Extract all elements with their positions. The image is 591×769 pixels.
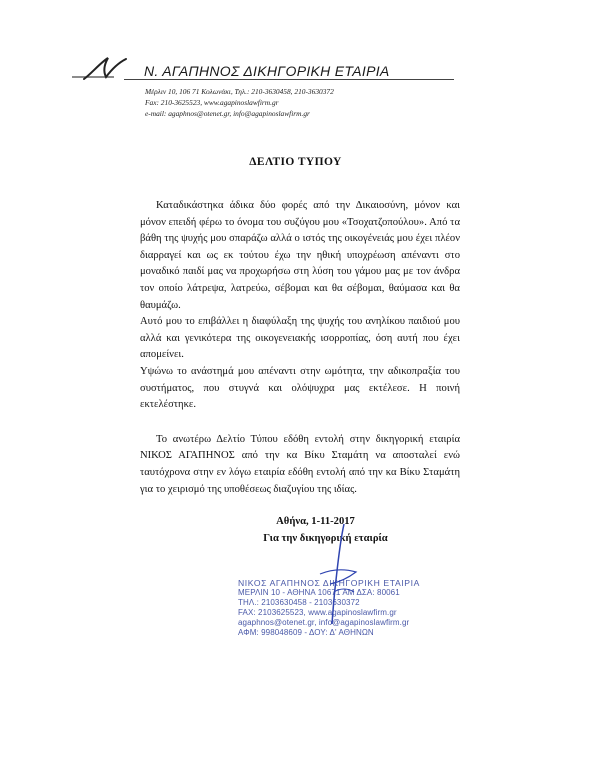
- stamp-line: ΝΙΚΟΣ ΑΓΑΠΗΝΟΣ ΔΙΚΗΓΟΡΙΚΗ ΕΤΑΙΡΙΑ: [238, 578, 420, 588]
- body-paragraph: Καταδικάστηκα άδικα δύο φορές από την Δικαιοσύνη, μόνον και μόνον επειδή φέρω το όνομα του συζύγου μου «Τσοχατζοπούλου». Από τα βάθη της ψυχής μου σπαράζω αλλά ο ιστός της οικογένειάς μου έχει πλέον διαρραγεί και ως εκ τούτου έχω την ηθική υποχρέωση απέναντι στο μοναδικό παιδί μας να προχωρήσω στη λύση του γάμου μας με τον άνδρα τον οποίο λάτρεψα, λατρεύω, σέβομαι και θα σέβομαι, θαύμασα και θα θαυμάζω.: [140, 200, 460, 311]
- letterhead-rule: [124, 79, 454, 80]
- handwritten-signature-icon: [300, 522, 380, 627]
- stamp-line: ΑΦΜ: 998048609 - ΔΟΥ: Δ' ΑΘΗΝΩΝ: [238, 628, 374, 637]
- signatory-line: Για την δικηγορική εταιρία: [263, 533, 388, 544]
- letterhead-contact: [145, 87, 445, 119]
- firm-name: Ν. ΑΓΑΠΗΝΟΣ ΔΙΚΗΓΟΡΙΚΗ ΕΤΑΙΡΙΑ: [144, 63, 390, 79]
- place-date: Αθήνα, 1-11-2017: [276, 516, 355, 527]
- stamp-line: FAX: 2103625523, www.agapinoslawfirm.gr: [238, 608, 397, 617]
- address-line: Μέρλιν 10, 106 71 Κολωνάκι, Τηλ.: 210-3630458, 210-3630372: [145, 87, 334, 96]
- email-line: e-mail: agaphnos@otenet.gr, info@agapinoslawfirm.gr: [145, 108, 310, 118]
- body-paragraph: Αυτό μου το επιβάλλει η διαφύλαξη της ψυχής του ανηλίκου παιδιού μου αλλά και γενικότερα της οικογενειακής ισορροπίας, όση αυτή που έχει απομείνει.: [140, 316, 460, 361]
- body-paragraph: Το ανωτέρω Δελτίο Τύπου εδόθη εντολή στην δικηγορική εταιρία ΝΙΚΟΣ ΑΓΑΠΗΝΟΣ από την κα Βίκυ Σταμάτη να αποσταλεί ενώ ταυτόχρονα στην εν λόγω εταιρία εδόθη εντολή από την κα Βίκυ Σταμάτη για το χειρισμό της υποθέσεως διαζυγίου της ιδίας.: [140, 433, 460, 495]
- document-body: [140, 198, 460, 498]
- closing-block: [0, 513, 591, 547]
- fax-line: Fax: 210-3625523, www.agapinoslawfirm.gr: [145, 97, 279, 107]
- stamp-line: agaphnos@otenet.gr, info@agapinoslawfirm.gr: [238, 618, 410, 627]
- document-title: ΔΕΛΤΙΟ ΤΥΠΟΥ: [249, 156, 342, 168]
- stamp-line: ΤΗΛ.: 2103630458 - 2103630372: [238, 598, 360, 607]
- law-firm-logo-icon: [70, 55, 130, 81]
- stamp-line: ΜΕΡΛΙΝ 10 - ΑΘΗΝΑ 10671 ΑΜ ΔΣΑ: 80061: [238, 588, 400, 597]
- body-paragraph: Υψώνω το ανάστημά μου απέναντι στην ωμότητα, την αδικοπραξία του συστήματος, που στυγνά και ολόψυχρα μας εκτέλεσε. Η ποινή εκτελέστηκε.: [140, 365, 460, 411]
